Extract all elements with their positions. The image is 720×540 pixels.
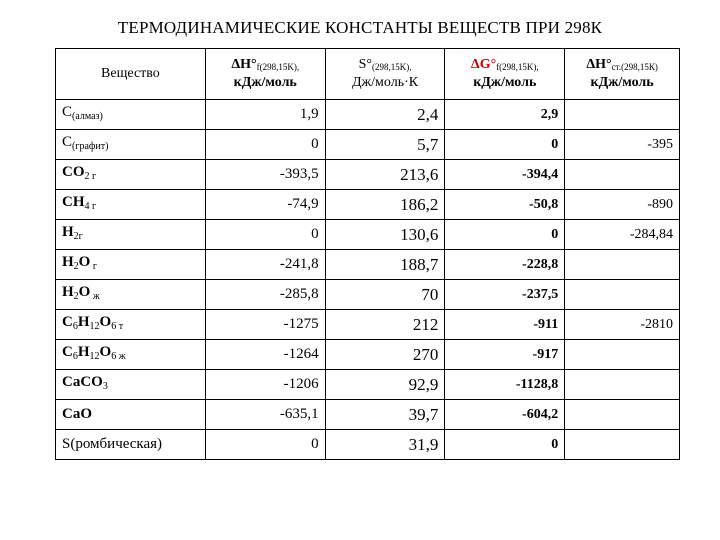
header-gibbs	[445, 49, 565, 100]
formula-part: 2г	[73, 231, 83, 242]
combustion-cell	[565, 400, 680, 430]
enthalpy-cell: -74,9	[205, 190, 325, 220]
formula-part: (алмаз)	[72, 111, 103, 122]
entropy-cell: 31,9	[325, 430, 445, 460]
enthalpy-cell: -1206	[205, 370, 325, 400]
entropy-cell: 5,7	[325, 130, 445, 160]
gibbs-cell: 0	[445, 430, 565, 460]
enthalpy-cell: -393,5	[205, 160, 325, 190]
header-combustion	[565, 49, 680, 100]
formula-part: C	[62, 314, 73, 330]
entropy-cell: 186,2	[325, 190, 445, 220]
substance-cell	[56, 220, 206, 250]
entropy-cell: 92,9	[325, 370, 445, 400]
formula-part: (графит)	[72, 141, 109, 152]
gibbs-cell: -917	[445, 340, 565, 370]
header-combustion-symbol: ΔH°	[586, 57, 612, 72]
combustion-cell	[565, 160, 680, 190]
table-row	[56, 130, 680, 160]
header-combustion-sub: ст.(298,15К)	[611, 62, 658, 72]
gibbs-cell: -50,8	[445, 190, 565, 220]
formula-part: H	[62, 254, 74, 270]
enthalpy-cell: -1264	[205, 340, 325, 370]
header-enthalpy	[205, 49, 325, 100]
formula-part: O	[78, 254, 91, 270]
table-row	[56, 400, 680, 430]
enthalpy-cell: -241,8	[205, 250, 325, 280]
table-row	[56, 430, 680, 460]
table-row	[56, 160, 680, 190]
substance-cell	[56, 310, 206, 340]
header-entropy-sub: (298,15K),	[371, 62, 412, 72]
header-gibbs-unit: кДж/моль	[473, 75, 537, 90]
formula-part: 12	[89, 321, 100, 332]
combustion-cell	[565, 370, 680, 400]
formula-part: C	[62, 104, 73, 120]
formula-part: 2 г	[84, 171, 97, 182]
entropy-cell: 130,6	[325, 220, 445, 250]
enthalpy-cell: -285,8	[205, 280, 325, 310]
formula-part: H	[62, 284, 74, 300]
combustion-cell	[565, 280, 680, 310]
combustion-cell	[565, 250, 680, 280]
formula-part: O	[99, 344, 112, 360]
formula-part: 12	[89, 351, 100, 362]
gibbs-cell: -604,2	[445, 400, 565, 430]
formula-part: H	[62, 224, 74, 240]
entropy-cell: 70	[325, 280, 445, 310]
header-entropy	[325, 49, 445, 100]
enthalpy-cell: -635,1	[205, 400, 325, 430]
entropy-cell: 39,7	[325, 400, 445, 430]
formula-part: 6	[72, 321, 78, 332]
formula-part: O	[78, 284, 91, 300]
formula-part: 6 ж	[111, 351, 126, 362]
entropy-cell: 188,7	[325, 250, 445, 280]
header-entropy-unit: Дж/моль·К	[351, 75, 419, 90]
formula-part: CaO	[62, 406, 92, 422]
table-header-row	[56, 49, 680, 100]
substance-cell	[56, 280, 206, 310]
header-enthalpy-sub: f(298,15K),	[256, 62, 300, 72]
gibbs-cell: -1128,8	[445, 370, 565, 400]
combustion-cell: -395	[565, 130, 680, 160]
formula-part: 6 т	[111, 321, 124, 332]
table-row	[56, 370, 680, 400]
combustion-cell	[565, 340, 680, 370]
gibbs-cell: -228,8	[445, 250, 565, 280]
header-gibbs-symbol: ΔG°	[470, 57, 497, 72]
substance-cell	[56, 370, 206, 400]
combustion-cell	[565, 430, 680, 460]
gibbs-cell: 0	[445, 130, 565, 160]
substance-cell	[56, 130, 206, 160]
formula-part: ж	[90, 291, 100, 302]
table-row	[56, 250, 680, 280]
table-row	[56, 100, 680, 130]
header-enthalpy-symbol: ΔH°	[231, 57, 257, 72]
constants-table	[55, 48, 680, 460]
entropy-cell: 212	[325, 310, 445, 340]
entropy-cell: 213,6	[325, 160, 445, 190]
table-row	[56, 310, 680, 340]
table-body	[56, 100, 680, 460]
formula-part: O	[99, 314, 112, 330]
formula-part: CH	[62, 194, 85, 210]
formula-part: 2	[73, 261, 79, 272]
gibbs-cell: -911	[445, 310, 565, 340]
table-row	[56, 190, 680, 220]
gibbs-cell: 0	[445, 220, 565, 250]
header-enthalpy-unit: кДж/моль	[233, 75, 297, 90]
substance-cell	[56, 400, 206, 430]
substance-cell	[56, 160, 206, 190]
formula-part: 3	[102, 381, 108, 392]
formula-part: CaCO	[62, 374, 103, 390]
header-combustion-unit: кДж/моль	[590, 75, 654, 90]
formula-part: CO	[62, 164, 85, 180]
header-gibbs-sub: f(298,15K),	[496, 62, 539, 72]
enthalpy-cell: 1,9	[205, 100, 325, 130]
substance-cell	[56, 100, 206, 130]
gibbs-cell: -237,5	[445, 280, 565, 310]
substance-cell	[56, 340, 206, 370]
substance-cell	[56, 250, 206, 280]
combustion-cell: -284,84	[565, 220, 680, 250]
substance-cell	[56, 190, 206, 220]
entropy-cell: 2,4	[325, 100, 445, 130]
header-entropy-symbol: S°	[358, 57, 372, 72]
enthalpy-cell: -1275	[205, 310, 325, 340]
gibbs-cell: -394,4	[445, 160, 565, 190]
formula-part: C	[62, 344, 73, 360]
enthalpy-cell: 0	[205, 130, 325, 160]
entropy-cell: 270	[325, 340, 445, 370]
formula-part: S(ромбическая)	[62, 436, 163, 452]
table-row	[56, 220, 680, 250]
table-row	[56, 340, 680, 370]
formula-part: C	[62, 134, 73, 150]
page-title: ТЕРМОДИНАМИЧЕСКИЕ КОНСТАНТЫ ВЕЩЕСТВ ПРИ 298К	[117, 18, 603, 37]
combustion-cell: -890	[565, 190, 680, 220]
formula-part: г	[90, 261, 97, 272]
formula-part: H	[77, 344, 90, 360]
substance-cell	[56, 430, 206, 460]
header-substance: Вещество	[56, 49, 206, 100]
formula-part: H	[77, 314, 90, 330]
formula-part: 4 г	[84, 201, 97, 212]
formula-part: 6	[72, 351, 78, 362]
formula-part: 2	[73, 291, 79, 302]
table-row	[56, 280, 680, 310]
enthalpy-cell: 0	[205, 430, 325, 460]
gibbs-cell: 2,9	[445, 100, 565, 130]
enthalpy-cell: 0	[205, 220, 325, 250]
combustion-cell	[565, 100, 680, 130]
combustion-cell: -2810	[565, 310, 680, 340]
